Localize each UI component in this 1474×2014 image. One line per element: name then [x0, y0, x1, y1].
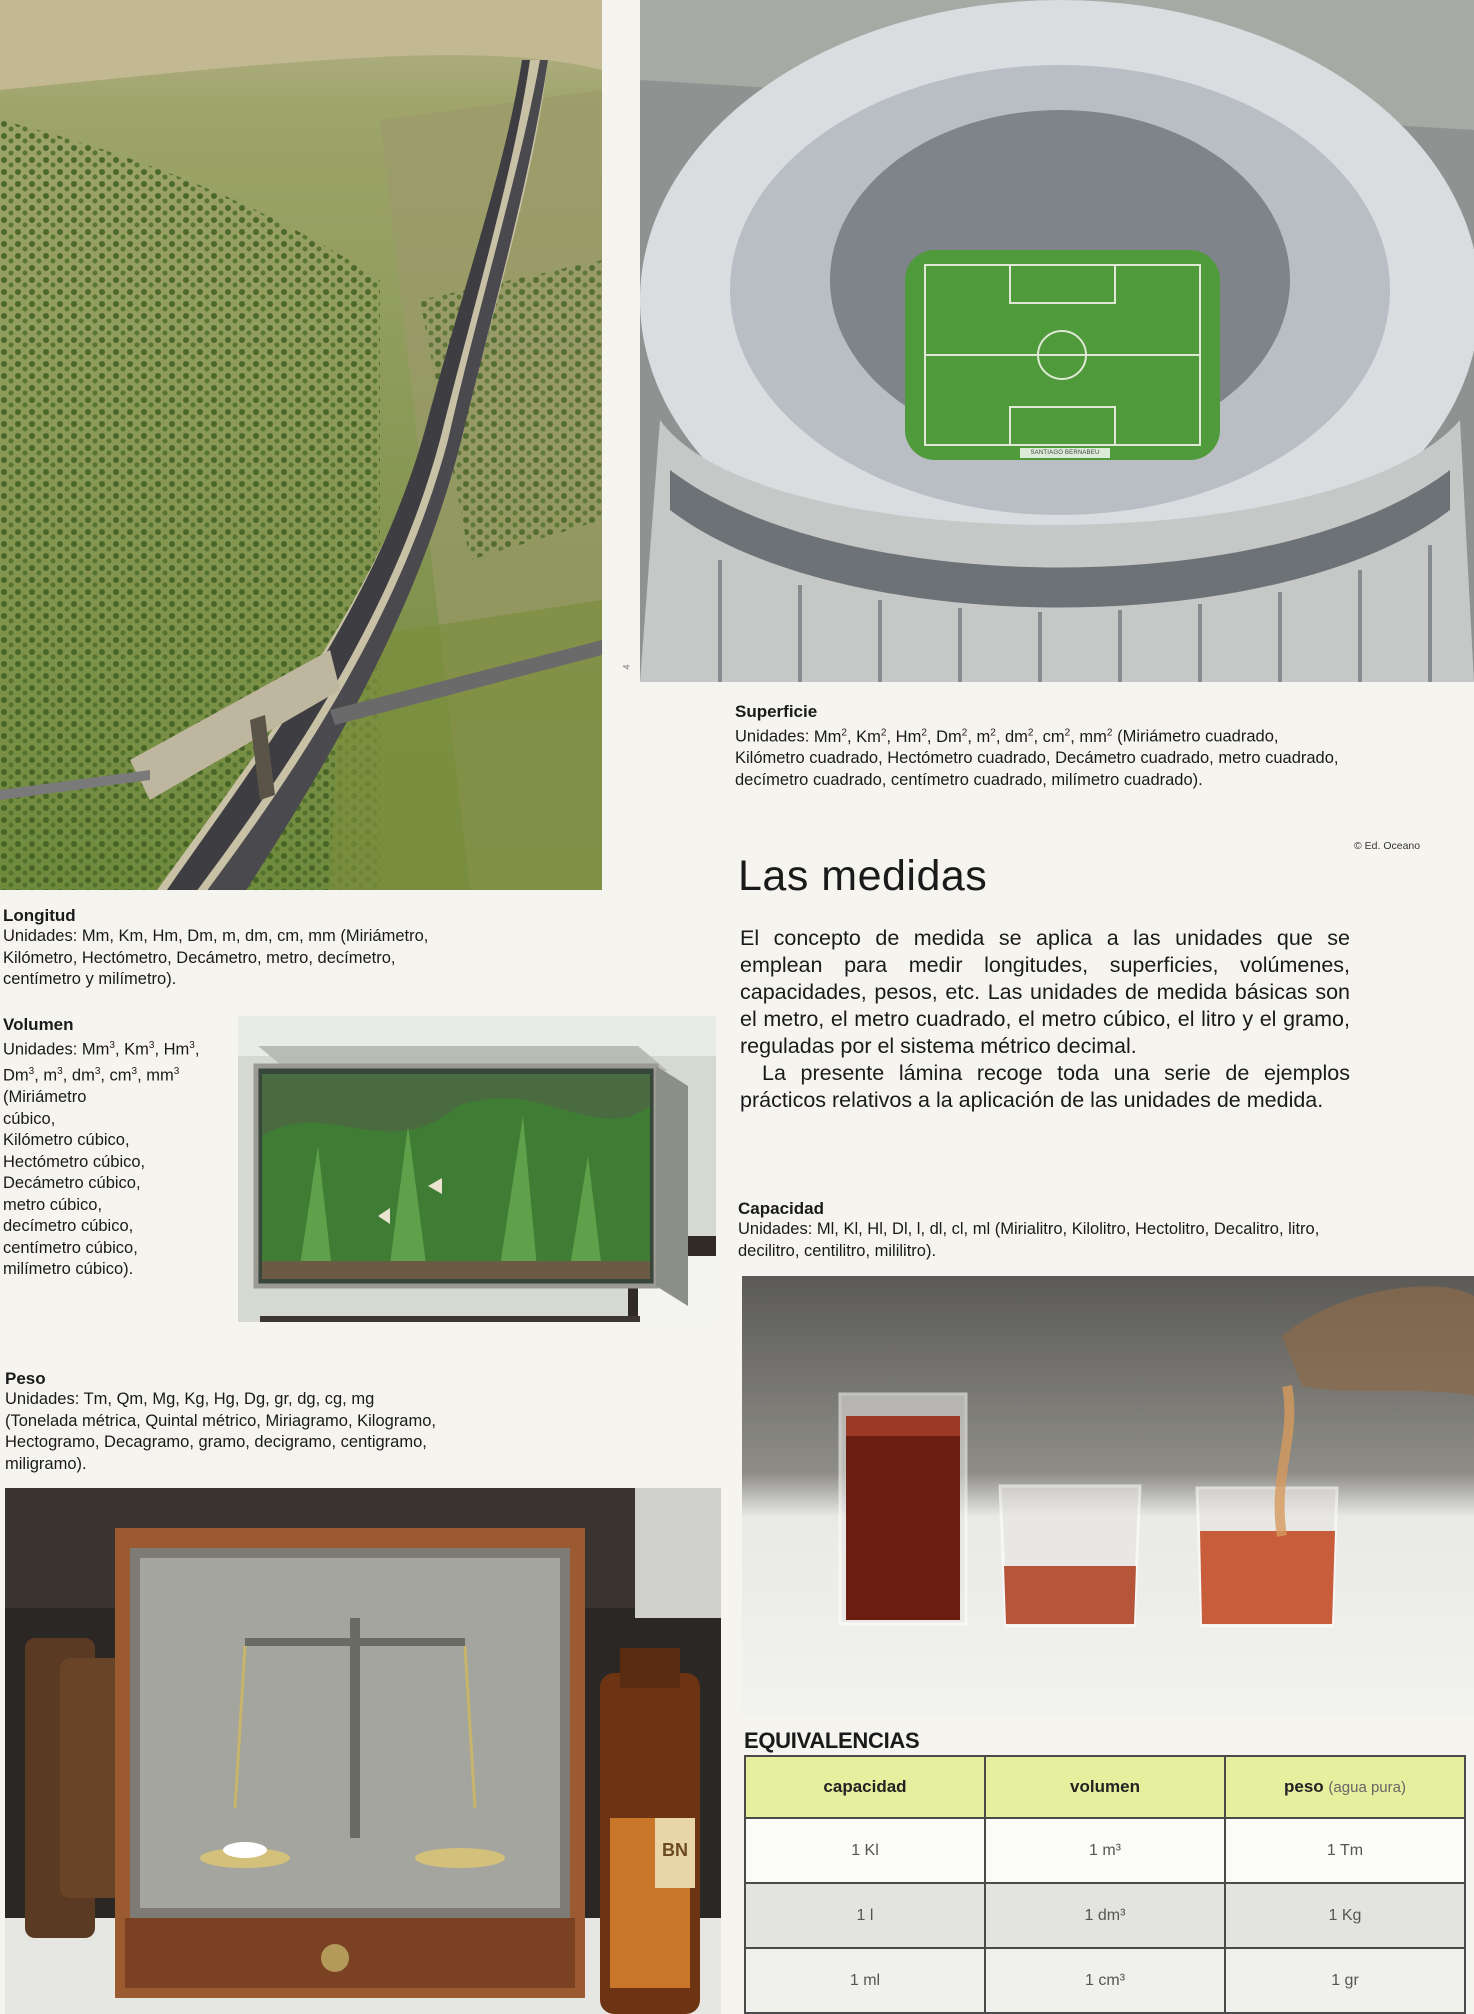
volumen-line: Decámetro cúbico, [3, 1174, 141, 1192]
unit-cm2: $cm^2$, [1042, 727, 1075, 746]
photo-credit: © Ed. Oceano [1354, 840, 1421, 852]
table-row [745, 1883, 1465, 1948]
intro-paragraph-1: El concepto de medida se aplica a las unidades que se emplean para medir longitudes, superficies, volúmenes, capacidades, pesos, etc. Las unidades de medida básicas son el metro, el metro cuadrado, el metro cúbico, el litro y el gramo, reguladas por el sistema métrico decimal. [740, 926, 1350, 1058]
capacidad-line2: decilitro, centilitro, mililitro). [738, 1241, 937, 1260]
intro-text [740, 925, 1350, 1114]
volumen-line: Hectómetro cúbico, [3, 1152, 146, 1171]
capacidad-title: Capacidad [738, 1199, 824, 1218]
equivalencias-title: EQUIVALENCIAS [744, 1728, 920, 1753]
superficie-title: Superficie [735, 702, 818, 721]
header-peso: peso (agua pura) [1225, 1756, 1465, 1818]
unit-dm2: $dm^2$, [1005, 727, 1039, 746]
table-row [745, 1818, 1465, 1883]
volumen-line: centímetro cúbico, [3, 1238, 138, 1257]
volumen-line: metro cúbico, [3, 1195, 103, 1214]
peso-title: Peso [5, 1369, 46, 1388]
highway-photo [0, 0, 602, 890]
table-cell: 1 m³ [985, 1818, 1225, 1883]
longitud-line1: Unidades: Mm, Km, Hm, Dm, m, dm, cm, mm (Miriámetro, [3, 927, 429, 945]
table-cell: 1 dm³ [985, 1883, 1225, 1948]
longitud-line2: Kilómetro, Hectómetro, Decámetro, metro, decímetro, [3, 948, 396, 967]
longitud-title: Longitud [3, 906, 76, 925]
volumen-units: Unidades: Mm$^3$, Km$^3$, Hm$^3$, Dm$^3$, $m^3$, $dm^3$, $cm^3$, $mm^3$ (Miriámetro [3, 1040, 200, 1106]
volumen-line: milímetro cúbico). [3, 1260, 134, 1278]
table-cell: 1 Kg [1225, 1883, 1465, 1948]
photo-mark: 4 [621, 664, 632, 670]
page-title: Las medidas [738, 852, 988, 900]
table-cell: 1 ml [745, 1948, 985, 2013]
peso-line2: (Tonelada métrica, Quintal métrico, Miriagramo, Kilogramo, [5, 1411, 436, 1430]
equivalencias-grid [744, 1755, 1466, 2014]
volumen-line: cúbico, [3, 1109, 56, 1128]
aquarium-photo [238, 1016, 716, 1322]
capacidad-caption [738, 1198, 1458, 1262]
intro-paragraph-2: La presente lámina recoge toda una serie de ejemplos prácticos relativos a la aplicación de las unidades de medida. [740, 1061, 1350, 1112]
peso-line4: miligramo). [5, 1454, 87, 1473]
volumen-line: decímetro cúbico, [3, 1217, 134, 1235]
unit-Hm2: Hm$^2$, [895, 727, 932, 746]
table-cell: 1 l [745, 1883, 985, 1948]
table-row [745, 1948, 1465, 2013]
header-volumen: volumen [985, 1756, 1225, 1818]
table-cell: 1 Kl [745, 1818, 985, 1883]
peso-line3: Hectogramo, Decagramo, gramo, decigramo, centigramo, [5, 1433, 427, 1451]
superficie-caption [735, 701, 1455, 791]
table-cell: 1 cm³ [985, 1948, 1225, 2013]
longitud-line3: centímetro y milímetro). [3, 970, 177, 988]
peso-caption [5, 1368, 565, 1475]
peso-line1: Unidades: Tm, Qm, Mg, Kg, Hg, Dg, gr, dg, cg, mg [5, 1390, 375, 1408]
balance-scale-photo [5, 1488, 721, 2014]
stadium-photo [640, 0, 1474, 682]
table-cell: 1 Tm [1225, 1818, 1465, 1883]
capacidad-line1: Unidades: Ml, Kl, Hl, Dl, l, dl, cl, ml (Mirialitro, Kilolitro, Hectolitro, Decalitro, litro, [738, 1220, 1320, 1238]
volumen-line: Kilómetro cúbico, [3, 1131, 130, 1149]
glasses-photo [742, 1276, 1474, 1714]
unit-Mm2: Mm$^2$, [813, 727, 852, 746]
longitud-caption [3, 905, 563, 991]
volumen-title: Volumen [3, 1015, 74, 1034]
volumen-caption [3, 1014, 233, 1281]
superficie-line1: Unidades: Mm$^2$, Km$^2$, Hm$^2$, Dm$^2$, $m^2$, $dm^2$, $cm^2$, $mm^2$ (Miriámetro cuadrado, [735, 727, 1279, 746]
bottle-label: BN [662, 1840, 688, 1860]
header-capacidad: capacidad [745, 1756, 985, 1818]
unit-Km2: Km$^2$, [856, 727, 892, 746]
stadium-sign: SANTIAGO BERNABEU [1030, 450, 1100, 456]
unit-mm2: $mm^2$ [1079, 727, 1113, 746]
unit-Dm2: Dm$^2$, [936, 727, 972, 746]
unit-m2: $m^2$, [976, 727, 1001, 746]
superficie-line3: decímetro cuadrado, centímetro cuadrado, milímetro cuadrado). [735, 770, 1203, 789]
superficie-line2: Kilómetro cuadrado, Hectómetro cuadrado, Decámetro cuadrado, metro cuadrado, [735, 749, 1339, 767]
equivalencias-table [744, 1755, 1466, 2014]
table-cell: 1 gr [1225, 1948, 1465, 2013]
